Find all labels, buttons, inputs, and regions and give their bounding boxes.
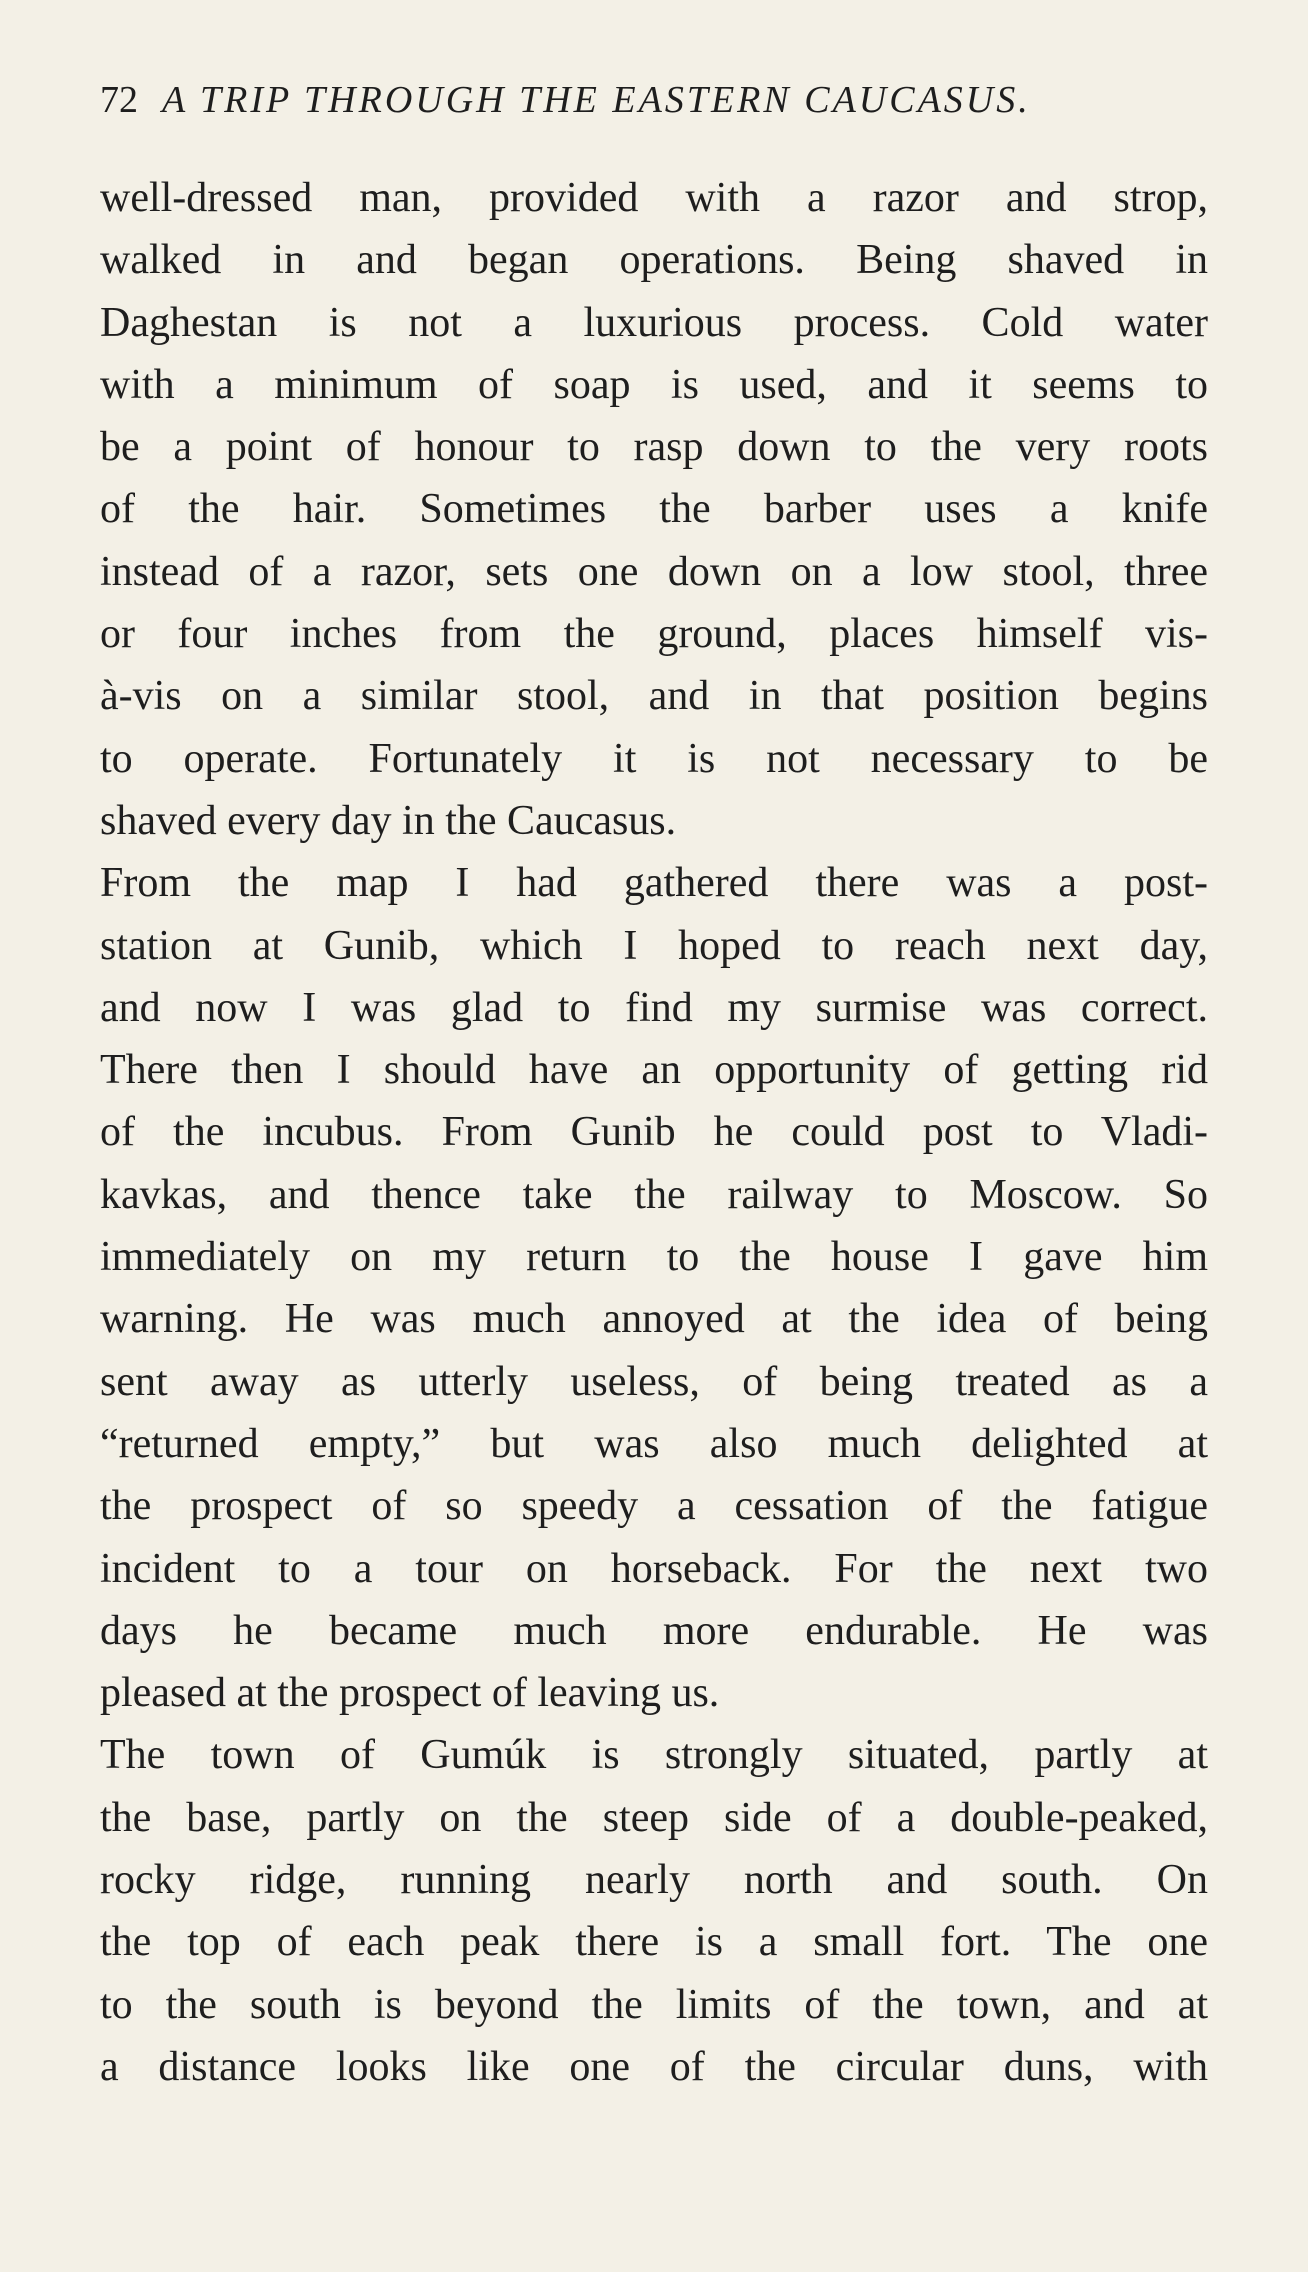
text-line: a distance looks like one of the circular duns, with <box>100 2043 1208 2090</box>
text-line: There then I should have an opportunity of getting rid <box>100 1047 1208 1094</box>
text-line: and now I was glad to find my surmise was correct. <box>100 984 1208 1031</box>
body-text <box>100 167 1208 2098</box>
running-title: A TRIP THROUGH THE EASTERN CAUCASUS. <box>162 79 1031 121</box>
text-line: The town of Gumúk is strongly situated, partly at <box>100 1732 1208 1779</box>
page-number: 72 <box>100 79 138 121</box>
running-head <box>100 70 1140 130</box>
text-line: immediately on my return to the house I gave him <box>100 1234 1208 1281</box>
text-line: station at Gunib, which I hoped to reach next day, <box>100 922 1208 969</box>
text-line: the prospect of so speedy a cessation of the fatigue <box>100 1483 1208 1530</box>
text-line: walked in and began operations. Being shaved in <box>100 237 1208 284</box>
text-line: to operate. Fortunately it is not necessary to be <box>100 735 1208 782</box>
text-line: the top of each peak there is a small fort. The one <box>100 1919 1208 1966</box>
text-line: well-dressed man, provided with a razor and strop, <box>100 175 1208 221</box>
text-line: à-vis on a similar stool, and in that position begins <box>100 673 1208 720</box>
text-line: warning. He was much annoyed at the idea of being <box>100 1296 1208 1343</box>
text-line: or four inches from the ground, places himself vis- <box>100 611 1208 658</box>
text-line: “returned empty,” but was also much delighted at <box>100 1420 1208 1467</box>
text-line: rocky ridge, running nearly north and south. On <box>100 1857 1208 1904</box>
text-line: sent away as utterly useless, of being treated as a <box>100 1358 1208 1405</box>
text-line: of the incubus. From Gunib he could post to Vladi- <box>100 1109 1208 1156</box>
text-line: pleased at the prospect of leaving us. <box>100 1670 720 1717</box>
text-line: the base, partly on the steep side of a double-peaked, <box>100 1794 1208 1841</box>
text-line: be a point of honour to rasp down to the very roots <box>100 424 1208 471</box>
text-line: instead of a razor, sets one down on a low stool, three <box>100 548 1208 595</box>
text-line: to the south is beyond the limits of the town, and at <box>100 1981 1208 2028</box>
text-line: kavkas, and thence take the railway to Moscow. So <box>100 1171 1208 1218</box>
text-line: From the map I had gathered there was a post- <box>100 860 1208 907</box>
text-line: with a minimum of soap is used, and it seems to <box>100 361 1208 408</box>
text-line: Daghestan is not a luxurious process. Cold water <box>100 299 1208 346</box>
text-line: shaved every day in the Caucasus. <box>100 797 677 844</box>
text-line: days he became much more endurable. He was <box>100 1607 1208 1654</box>
text-line: incident to a tour on horseback. For the next two <box>100 1545 1208 1592</box>
text-line: of the hair. Sometimes the barber uses a knife <box>100 486 1208 533</box>
